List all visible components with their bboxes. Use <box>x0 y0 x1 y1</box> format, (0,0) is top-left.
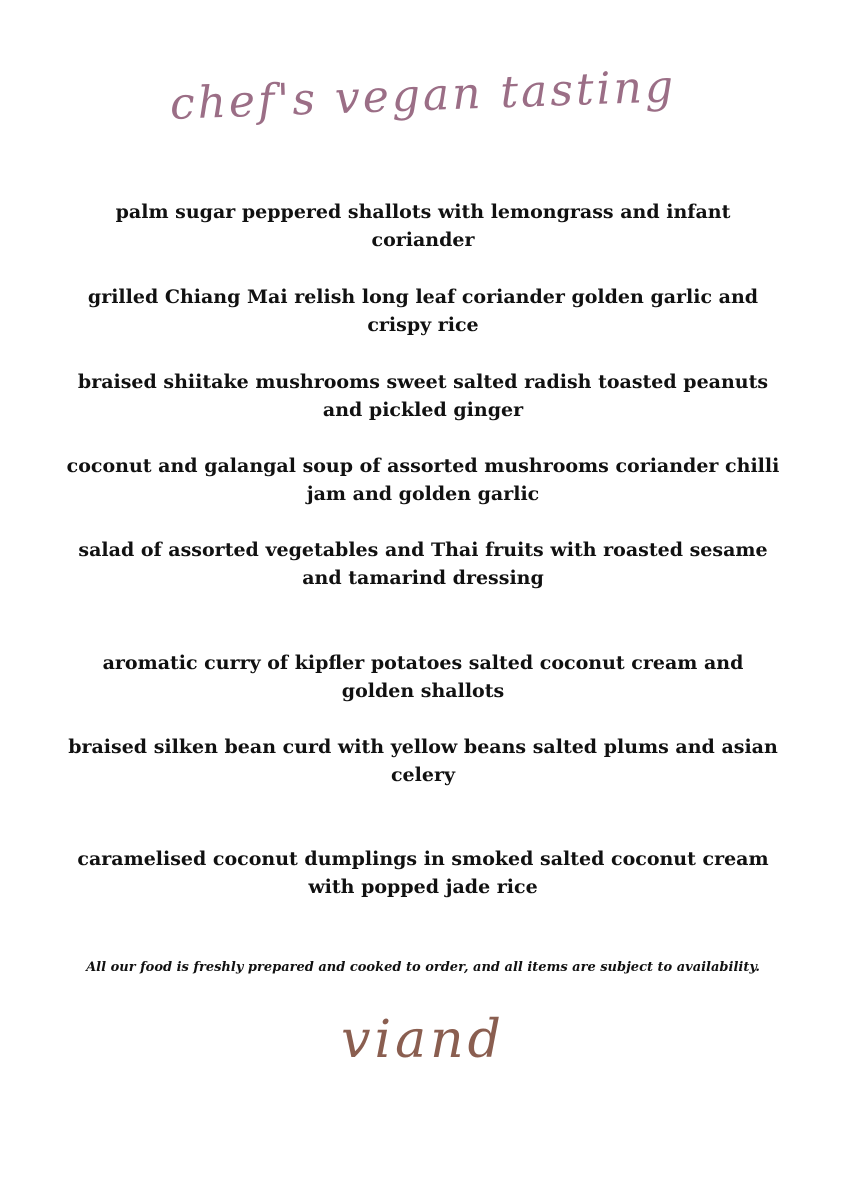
menu-item: coconut and galangal soup of assorted mushrooms coriander chilli jam and golden garlic <box>66 455 780 505</box>
menu-title: chef's vegan tasting <box>169 61 677 130</box>
availability-disclaimer: All our food is freshly prepared and cooked to order, and all items are subject to availability. <box>86 960 760 975</box>
restaurant-logo: viand <box>341 1010 505 1070</box>
menu-item: braised silken bean curd with yellow beans salted plums and asian celery <box>68 736 778 786</box>
menu-item: braised shiitake mushrooms sweet salted radish toasted peanuts and pickled ginger <box>77 371 769 421</box>
menu-item: salad of assorted vegetables and Thai fruits with roasted sesame and tamarind dressing <box>78 539 768 589</box>
menu-item: caramelised coconut dumplings in smoked salted coconut cream with popped jade rice <box>77 848 769 898</box>
menu-item: palm sugar peppered shallots with lemongrass and infant coriander <box>115 201 731 251</box>
menu-item: grilled Chiang Mai relish long leaf coriander golden garlic and crispy rice <box>87 286 759 336</box>
menu-item: aromatic curry of kipfler potatoes salted coconut cream and golden shallots <box>102 652 744 702</box>
